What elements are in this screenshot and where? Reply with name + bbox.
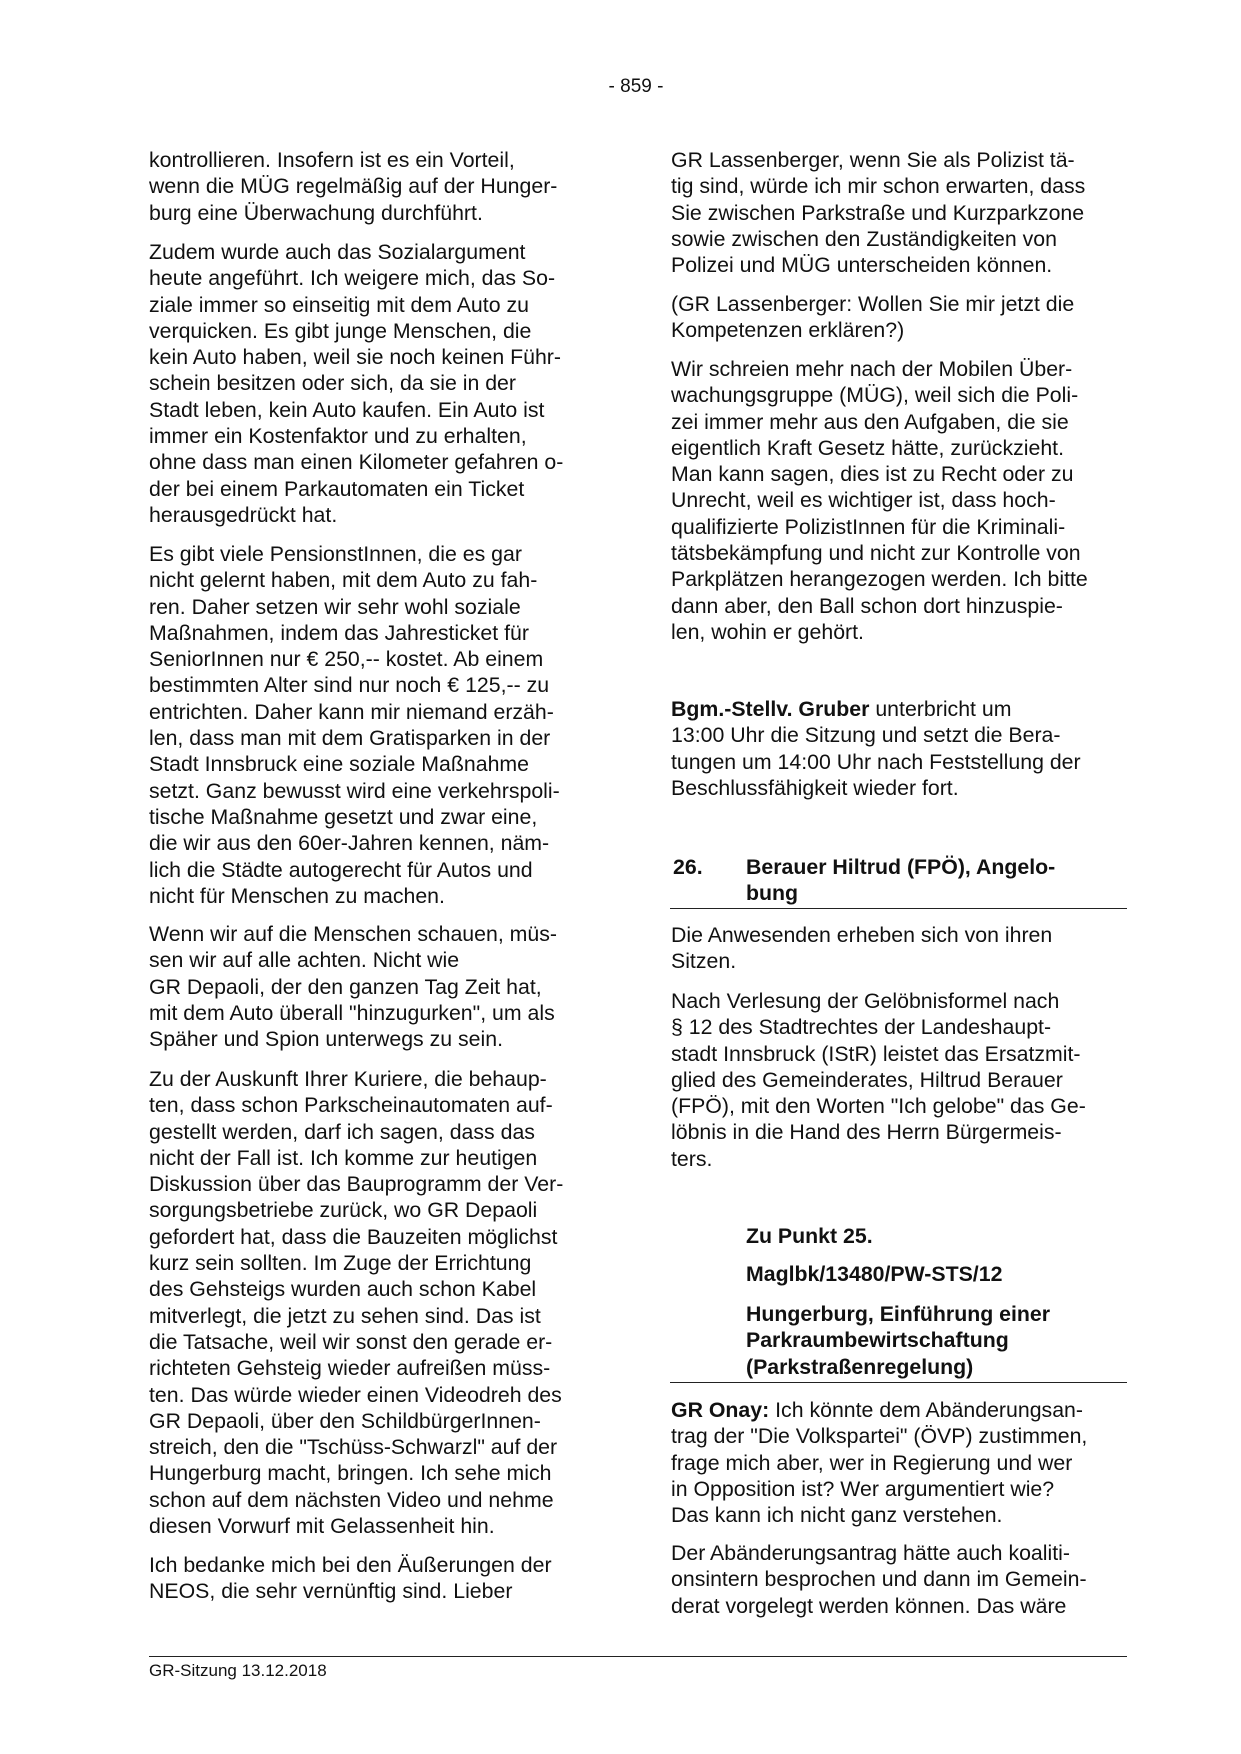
text-line: immer ein Kostenfaktor und zu erhalten,: [149, 424, 527, 449]
text-line: Maßnahmen, indem das Jahresticket für: [149, 620, 529, 645]
text-line: Späher und Spion unterwegs zu sein.: [149, 1027, 503, 1052]
text-line: herausgedrückt hat.: [149, 502, 338, 527]
text-line: (FPÖ), mit den Worten "Ich gelobe" das Ge-: [671, 1094, 1086, 1119]
text-line: ohne dass man einen Kilometer gefahren o-: [149, 450, 564, 475]
section-divider: [670, 1382, 1127, 1383]
text-line: ten. Das würde wieder einen Videodreh des: [149, 1382, 562, 1407]
text-line: len, wohin er gehört.: [671, 619, 864, 644]
text-line: tätsbekämpfung und nicht zur Kontrolle von: [671, 541, 1081, 566]
text-line: Parkplätzen herangezogen werden. Ich bitte: [671, 567, 1088, 592]
text-line: des Gehsteigs wurden auch schon Kabel: [149, 1277, 537, 1302]
text-line: Ich bedanke mich bei den Äußerungen der: [149, 1553, 552, 1577]
text-line: trag der "Die Volkspartei" (ÖVP) zustimmen,: [671, 1424, 1088, 1449]
paragraph: [671, 1540, 1087, 1619]
text-line: Beschlussfähigkeit wieder fort.: [671, 775, 959, 800]
agenda-title-line: Parkraumbewirtschaftung: [746, 1328, 1009, 1353]
text-line: Stadt Innsbruck eine soziale Maßnahme: [149, 752, 529, 777]
text-line: nicht für Menschen zu machen.: [149, 883, 445, 908]
section-number: 26.: [673, 855, 703, 879]
text-line: Zu der Auskunft Ihrer Kuriere, die behaup-: [149, 1067, 547, 1091]
text-line: nicht der Fall ist. Ich komme zur heutigen: [149, 1145, 538, 1170]
text-line: derat vorgelegt werden können. Das wäre: [671, 1593, 1067, 1618]
interjection: [671, 291, 1074, 344]
text-line: schon auf dem nächsten Video und nehme: [149, 1487, 554, 1512]
text-line: onsintern besprochen und dann im Gemein-: [671, 1567, 1087, 1592]
paragraph: [671, 922, 1052, 975]
text-line: der bei einem Parkautomaten ein Ticket: [149, 476, 525, 501]
text-line: Sie zwischen Parkstraße und Kurzparkzone: [671, 200, 1085, 225]
text-line: [671, 696, 1081, 722]
text-line: löbnis in die Hand des Herrn Bürgermeis-: [671, 1120, 1062, 1145]
text-line: sowie zwischen den Zuständigkeiten von: [671, 226, 1057, 251]
agenda-title-line: (Parkstraßenregelung): [746, 1354, 974, 1379]
text-line: nicht gelernt haben, mit dem Auto zu fah-: [149, 568, 538, 593]
text-line: (GR Lassenberger: Wollen Sie mir jetzt die: [671, 292, 1075, 316]
paragraph: [671, 356, 1088, 645]
text-line: len, dass man mit dem Gratisparken in der: [149, 726, 551, 751]
text-line: in Opposition ist? Wer argumentiert wie?: [671, 1476, 1055, 1501]
text-line: kein Auto haben, weil sie noch keinen Führ-: [149, 345, 561, 370]
text-line: NEOS, die sehr vernünftig sind. Lieber: [149, 1579, 513, 1604]
text-line: zei immer mehr aus den Aufgaben, die sie: [671, 409, 1069, 434]
text-line: Wir schreien mehr nach der Mobilen Über-: [671, 357, 1073, 381]
text-line: setzt. Ganz bewusst wird eine verkehrspoli-: [149, 778, 560, 803]
text-line: verquicken. Es gibt junge Menschen, die: [149, 318, 532, 343]
text-line: [671, 1397, 1087, 1423]
text-line: Kompetenzen erklären?): [671, 318, 905, 343]
text-line: sen wir auf alle achten. Nicht wie: [149, 948, 460, 973]
section-title-line: Berauer Hiltrud (FPÖ), Angelo-: [746, 855, 1056, 879]
agenda-reference-label: Zu Punkt 25.: [746, 1224, 873, 1248]
speaker-name: Bgm.-Stellv. Gruber: [671, 697, 870, 721]
paragraph: [671, 147, 1085, 278]
text-line: wachungsgruppe (MÜG), weil sich die Poli-: [671, 383, 1079, 408]
text-line: Stadt leben, kein Auto kaufen. Ein Auto ist: [149, 397, 545, 422]
text-line: Man kann sagen, dies ist zu Recht oder zu: [671, 462, 1074, 487]
text-line: Unrecht, weil es wichtiger ist, dass hoch-: [671, 488, 1056, 513]
text-line: tig sind, würde ich mir schon erwarten, dass: [671, 174, 1086, 199]
text-line: richteten Gehsteig wieder aufreißen müss-: [149, 1356, 551, 1381]
text-line: mitverlegt, die jetzt zu sehen sind. Das ist: [149, 1303, 541, 1328]
text-line: Polizei und MÜG unterscheiden können.: [671, 253, 1053, 278]
text-line: ten, dass schon Parkscheinautomaten auf-: [149, 1093, 553, 1118]
paragraph: [671, 988, 1086, 1172]
text-line: Wenn wir auf die Menschen schauen, müs-: [149, 922, 557, 946]
text-line: Zudem wurde auch das Sozialargument: [149, 240, 526, 264]
footer-divider: [149, 1656, 1127, 1657]
page-number: - 859 -: [608, 76, 664, 97]
paragraph: [149, 1066, 563, 1539]
text-line: GR Depaoli, über den SchildbürgerInnen-: [149, 1408, 541, 1433]
text-line: sorgungsbetriebe zurück, wo GR Depaoli: [149, 1198, 538, 1223]
text-line: glied des Gemeinderates, Hiltrud Berauer: [671, 1067, 1063, 1092]
file-reference: Maglbk/13480/PW-STS/12: [746, 1262, 1003, 1286]
paragraph: [149, 541, 560, 909]
text-line: GR Depaoli, der den ganzen Tag Zeit hat,: [149, 974, 542, 999]
text-line: streich, den die "Tschüss-Schwarzl" auf der: [149, 1435, 558, 1460]
text-line: tungen um 14:00 Uhr nach Feststellung der: [671, 749, 1081, 774]
text-line: Hungerburg macht, bringen. Ich sehe mich: [149, 1461, 552, 1486]
text-line: 13:00 Uhr die Sitzung und setzt die Bera-: [671, 723, 1061, 748]
paragraph: [149, 147, 557, 226]
paragraph: [149, 239, 563, 528]
text-line: frage mich aber, wer in Regierung und wer: [671, 1450, 1073, 1475]
text-run: unterbricht um: [869, 697, 1012, 721]
text-line: eigentlich Kraft Gesetz hätte, zurückzieht.: [671, 435, 1065, 460]
text-line: Sitzen.: [671, 949, 737, 974]
text-line: tische Maßnahme gesetzt und zwar eine,: [149, 804, 538, 829]
agenda-title: [746, 1301, 1050, 1380]
paragraph: [149, 921, 557, 1052]
text-line: burg eine Überwachung durchführt.: [149, 200, 483, 225]
text-line: ren. Daher setzen wir sehr wohl soziale: [149, 594, 521, 619]
text-line: § 12 des Stadtrechtes der Landeshaupt-: [671, 1015, 1052, 1040]
text-line: lich die Städte autogerecht für Autos und: [149, 857, 533, 882]
text-line: kurz sein sollten. Im Zuge der Errichtung: [149, 1251, 532, 1276]
text-line: ziale immer so einseitig mit dem Auto zu: [149, 292, 529, 317]
text-line: Diskussion über das Bauprogramm der Ver-: [149, 1172, 564, 1197]
text-line: diesen Vorwurf mit Gelassenheit hin.: [149, 1514, 495, 1539]
section-title-line: bung: [746, 881, 799, 906]
session-break-note: [671, 696, 1081, 801]
text-line: stadt Innsbruck (IStR) leistet das Ersatzmit-: [671, 1041, 1081, 1066]
text-line: die Tatsache, weil wir sonst den gerade er-: [149, 1329, 553, 1354]
footer-text: GR-Sitzung 13.12.2018: [149, 1661, 327, 1680]
section-title: [746, 854, 1055, 907]
text-line: dann aber, den Ball schon dort hinzuspie-: [671, 593, 1063, 618]
text-line: mit dem Auto überall "hinzugurken", um als: [149, 1000, 555, 1025]
text-line: bestimmten Alter sind nur noch € 125,-- zu: [149, 673, 550, 698]
text-line: ters.: [671, 1146, 713, 1171]
text-line: Es gibt viele PensionstInnen, die es gar: [149, 542, 522, 566]
text-line: schein besitzen oder sich, da sie in der: [149, 371, 516, 396]
text-line: Nach Verlesung der Gelöbnisformel nach: [671, 989, 1060, 1013]
text-line: Das kann ich nicht ganz verstehen.: [671, 1503, 1003, 1528]
paragraph: [671, 1397, 1087, 1528]
text-line: Der Abänderungsantrag hätte auch koaliti-: [671, 1541, 1070, 1565]
text-line: die wir aus den 60er-Jahren kennen, näm-: [149, 831, 550, 856]
agenda-title-line: Hungerburg, Einführung einer: [746, 1302, 1051, 1326]
paragraph: [149, 1552, 552, 1605]
text-line: SeniorInnen nur € 250,-- kostet. Ab einem: [149, 647, 544, 672]
text-run: Ich könnte dem Abänderungsan-: [769, 1398, 1083, 1422]
text-line: GR Lassenberger, wenn Sie als Polizist tä-: [671, 148, 1075, 172]
text-line: gefordert hat, dass die Bauzeiten möglichst: [149, 1224, 558, 1249]
text-line: gestellt werden, darf ich sagen, dass das: [149, 1119, 535, 1144]
text-line: qualifizierte PolizistInnen für die Kriminali-: [671, 514, 1066, 539]
text-line: Die Anwesenden erheben sich von ihren: [671, 923, 1053, 947]
text-line: heute angeführt. Ich weigere mich, das So-: [149, 266, 556, 291]
text-line: wenn die MÜG regelmäßig auf der Hunger-: [149, 174, 558, 199]
text-line: entrichten. Daher kann mir niemand erzäh-: [149, 699, 554, 724]
section-divider: [670, 908, 1127, 909]
speaker-name: GR Onay:: [671, 1398, 770, 1422]
text-line: kontrollieren. Insofern ist es ein Vorteil,: [149, 148, 515, 172]
